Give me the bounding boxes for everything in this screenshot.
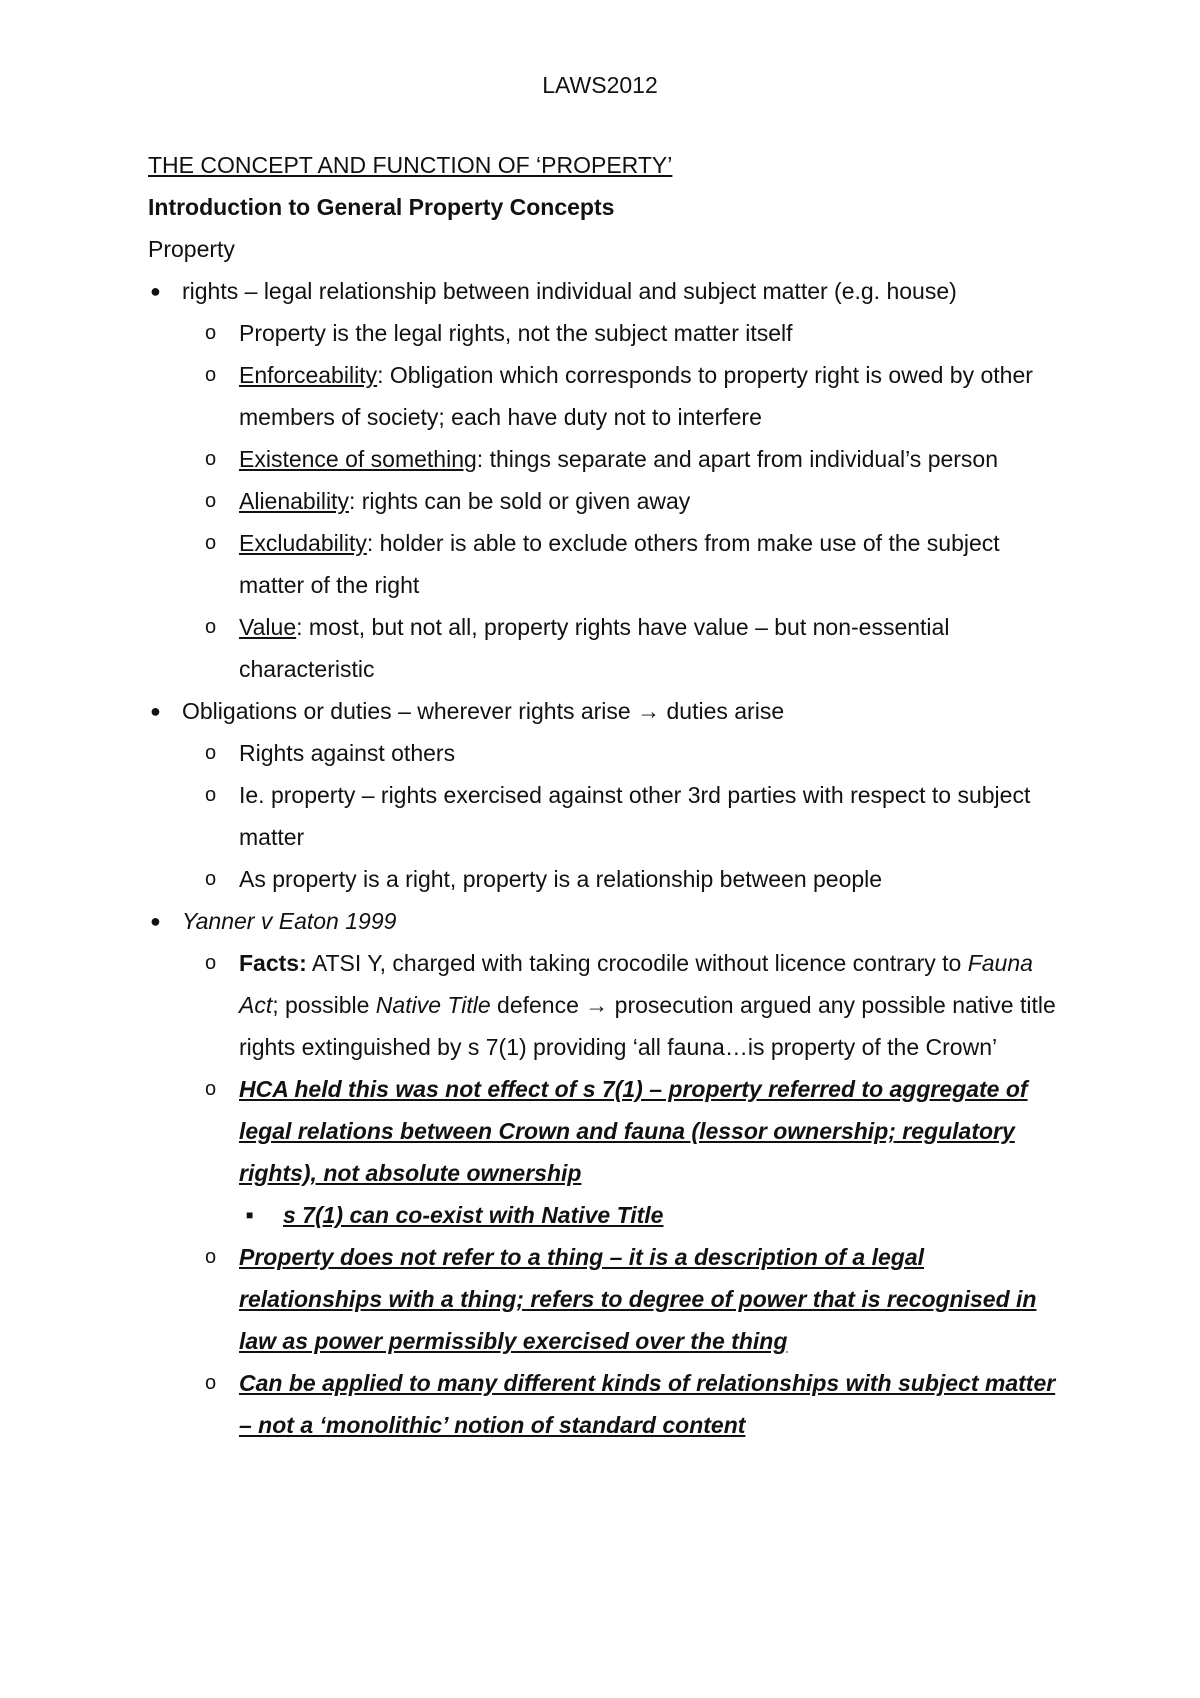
list-item: o Property is the legal rights, not the subject matter itself <box>148 312 1068 354</box>
list-item: o Property does not refer to a thing – it is a description of a legal relationships with a thing; refers to degree of power that is recognised in law as power permissibly exercised over the thing <box>148 1236 1068 1362</box>
list-item: o Can be applied to many different kinds of relationships with subject matter – not a ‘monolithic’ notion of standard content <box>148 1362 1068 1446</box>
bullet-icon: ● <box>150 701 161 721</box>
document-body <box>148 144 1068 1446</box>
list-item: o Ie. property – rights exercised against other 3rd parties with respect to subject matter <box>148 774 1068 858</box>
bullet-icon: ● <box>150 281 161 301</box>
case-name: Yanner v Eaton 1999 <box>182 908 397 934</box>
term: Value <box>239 614 297 640</box>
circle-bullet-icon: o <box>205 952 217 974</box>
term: Alienability <box>239 488 349 514</box>
square-bullet-icon: ■ <box>246 1208 254 1222</box>
list-item: o Existence of something: things separate and apart from individual’s person <box>148 438 1068 480</box>
term: Enforceability <box>239 362 378 388</box>
term: Excludability <box>239 530 367 556</box>
circle-bullet-icon: o <box>205 1246 217 1268</box>
circle-bullet-icon: o <box>205 616 217 638</box>
list-item: o Rights against others <box>148 732 1068 774</box>
page-header: LAWS2012 <box>542 72 658 98</box>
subtitle: Introduction to General Property Concepts <box>148 194 615 220</box>
list-item: o Excludability: holder is able to exclude others from make use of the subject matter of the right <box>148 522 1068 606</box>
circle-bullet-icon: o <box>205 1078 217 1100</box>
circle-bullet-icon: o <box>205 784 217 806</box>
list-item: o Facts: ATSI Y, charged with taking crocodile without licence contrary to Fauna Act; possible Native Title defence → prosecution argued any possible native title rights extinguished by s 7(1) providing ‘all fauna…is property of the Crown’ <box>148 942 1068 1068</box>
list-item <box>148 900 1068 942</box>
circle-bullet-icon: o <box>205 364 217 386</box>
circle-bullet-icon: o <box>205 742 217 764</box>
circle-bullet-icon: o <box>205 322 217 344</box>
section-title: THE CONCEPT AND FUNCTION OF ‘PROPERTY’ <box>148 152 673 178</box>
list-item: o As property is a right, property is a relationship between people <box>148 858 1068 900</box>
bullet-icon: ● <box>150 911 161 931</box>
list-item: ● Obligations or duties – wherever rights arise → duties arise <box>148 690 1068 732</box>
list-item: o Enforceability: Obligation which corresponds to property right is owed by other members of society; each have duty not to interfere <box>148 354 1068 438</box>
list-item: ■ s 7(1) can co-exist with Native Title <box>148 1194 1068 1236</box>
circle-bullet-icon: o <box>205 1372 217 1394</box>
list-item: o Value: most, but not all, property rights have value – but non-essential characteristic <box>148 606 1068 690</box>
heading-property: Property <box>148 236 235 262</box>
circle-bullet-icon: o <box>205 868 217 890</box>
term: Existence of something <box>239 446 477 472</box>
list-item: o Alienability: rights can be sold or given away <box>148 480 1068 522</box>
facts-label: Facts: <box>239 950 307 976</box>
circle-bullet-icon: o <box>205 532 217 554</box>
circle-bullet-icon: o <box>205 448 217 470</box>
circle-bullet-icon: o <box>205 490 217 512</box>
list-item: ● rights – legal relationship between individual and subject matter (e.g. house) <box>148 270 1068 312</box>
list-item: o HCA held this was not effect of s 7(1) – property referred to aggregate of legal relations between Crown and fauna (lessor ownership; regulatory rights), not absolute ownership <box>148 1068 1068 1194</box>
bullet-list <box>148 270 1068 1446</box>
